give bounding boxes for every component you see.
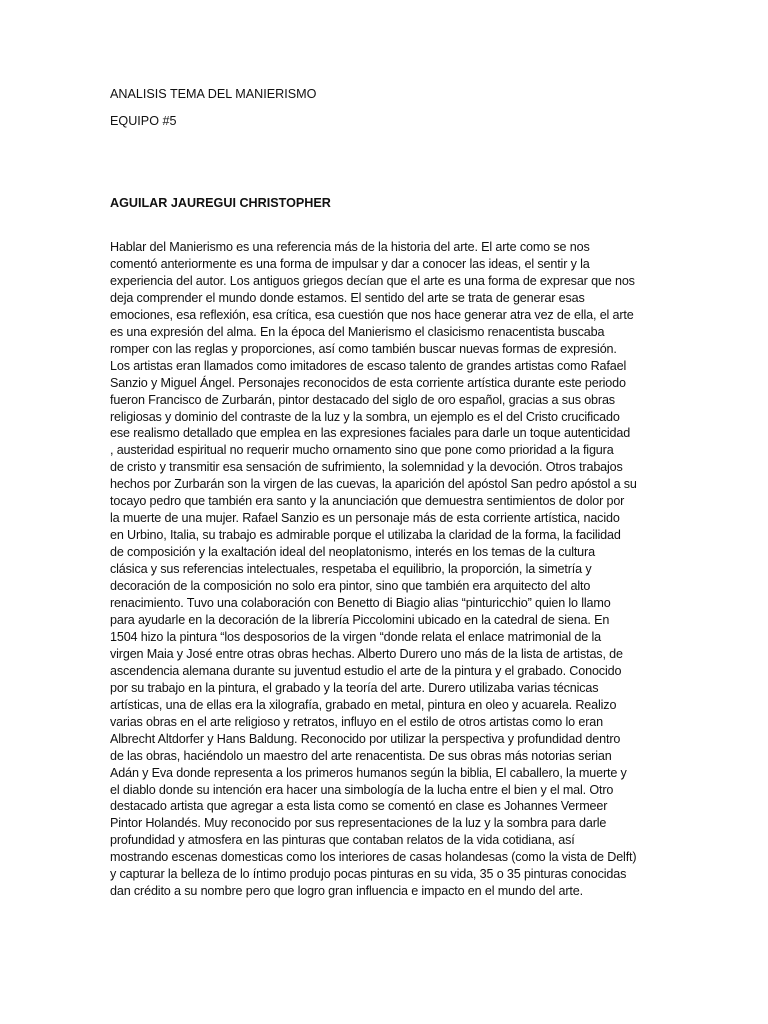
body-line: tocayo pedro que también era santo y la anunciación que demuestra sentimientos de dolor por (110, 494, 625, 509)
body-line: fueron Francisco de Zurbarán, pintor destacado del siglo de oro español, gracias a sus obras (110, 392, 615, 407)
team-label: EQUIPO #5 (110, 114, 177, 128)
body-line: de composición y la exaltación ideal del neoplatonismo, interés en los temas de la cultura (110, 545, 595, 560)
body-line: la muerte de una mujer. Rafael Sanzio es un personaje más de esta corriente artística, nacido (110, 511, 620, 526)
body-line: Hablar del Manierismo es una referencia más de la historia del arte. El arte como se nos (110, 240, 590, 254)
body-line: Pintor Holandés. Muy reconocido por sus representaciones de la luz y la sombra para darle (110, 816, 607, 831)
body-line: de las obras, haciéndolo un maestro del arte renacentista. De sus obras más notorias serian (110, 748, 612, 763)
body-line: romper con las reglas y proporciones, así como también buscar nuevas formas de expresión. (110, 341, 617, 356)
body-line: , austeridad espiritual no requerir mucho ornamento sino que pone como prioridad a la figura (110, 443, 614, 458)
body-line: artísticas, una de ellas era la xilografía, grabado en metal, pintura en oleo y acuarela. Realizo (110, 697, 617, 712)
body-line: renacimiento. Tuvo una colaboración con Benetto di Biagio alias “pinturicchio” quien lo llamo (110, 596, 611, 611)
body-line: varias obras en el arte religioso y retratos, influyo en el estilo de otros artistas como lo eran (110, 714, 603, 729)
body-line: emociones, esa reflexión, esa crítica, esa cuestión que nos hace generar atra vez de ella, el arte (110, 307, 634, 322)
body-line: virgen Maia y José entre otras obras hechas. Alberto Durero uno más de la lista de artistas, de (110, 646, 623, 661)
body-line: ese realismo detallado que emplea en las expresiones faciales para darle un toque autenticidad (110, 426, 631, 441)
body-line: deja comprender el mundo donde estamos. El sentido del arte se trata de generar esas (110, 290, 585, 305)
body-line: religiosas y dominio del contraste de la luz y la sombra, un ejemplo es el del Cristo crucificado (110, 409, 620, 424)
author-name: AGUILAR JAUREGUI CHRISTOPHER (110, 196, 331, 210)
body-line: comentó anteriormente es una forma de impulsar y dar a conocer las ideas, el sentir y la (110, 256, 590, 271)
body-line: Los artistas eran llamados como imitadores de escaso talento de grandes artistas como Rafael (110, 358, 627, 373)
document-title: ANALISIS TEMA DEL MANIERISMO (110, 87, 317, 101)
body-line: hechos por Zurbarán son la virgen de las cuevas, la aparición del apóstol San pedro apóstol a su (110, 477, 637, 492)
body-line: para ayudarle en la decoración de la librería Piccolomini ubicado en la catedral de siena. En (110, 612, 610, 627)
body-line: mostrando escenas domesticas como los interiores de casas holandesas (como la vista de Delft) (110, 850, 637, 865)
body-line: Adán y Eva donde representa a los primeros humanos según la biblia, El caballero, la muerte y (110, 765, 627, 780)
body-line: profundidad y atmosfera en las pinturas que contaban relatos de la vida cotidiana, así (110, 833, 575, 848)
body-line: clásica y sus referencias intelectuales, respetaba el equilibrio, la proporción, la simetría y (110, 562, 592, 577)
body-line: experiencia del autor. Los antiguos griegos decían que el arte es una forma de expresar que nos (110, 273, 635, 288)
body-line: ascendencia alemana durante su juventud estudio el arte de la pintura y el grabado. Conocido (110, 663, 622, 678)
body-line: y capturar la belleza de lo íntimo produjo pocas pinturas en su vida, 35 o 35 pinturas conocidas (110, 867, 627, 882)
body-line: por su trabajo en la pintura, el grabado y la teoría del arte. Durero utilizaba varias técnicas (110, 680, 599, 695)
body-line: destacado artista que agregar a esta lista como se comentó en clase es Johannes Vermeer (110, 799, 608, 814)
body-line: en Urbino, Italia, su trabajo es admirable porque el utilizaba la claridad de la forma, la facilidad (110, 528, 621, 543)
body-line: dan crédito a su nombre pero que logro gran influencia e impacto en el mundo del arte. (110, 884, 583, 899)
body-line: de cristo y transmitir esa sensación de sufrimiento, la solemnidad y la devoción. Otros trabajos (110, 460, 623, 475)
essay-body (110, 239, 670, 900)
body-line: decoración de la composición no solo era pintor, sino que también era arquitecto del alto (110, 579, 591, 594)
body-line: es una expresión del alma. En la época del Manierismo el clasicismo renacentista buscaba (110, 324, 605, 339)
body-line: 1504 hizo la pintura “los desposorios de la virgen “donde relata el enlace matrimonial de la (110, 629, 601, 644)
body-line: el diablo donde su intención era hacer una simbología de la lucha entre el bien y el mal. Otro (110, 782, 614, 797)
body-line: Albrecht Altdorfer y Hans Baldung. Reconocido por utilizar la perspectiva y profundidad dentro (110, 731, 621, 746)
body-line: Sanzio y Miguel Ángel. Personajes reconocidos de esta corriente artística durante este periodo (110, 375, 626, 390)
